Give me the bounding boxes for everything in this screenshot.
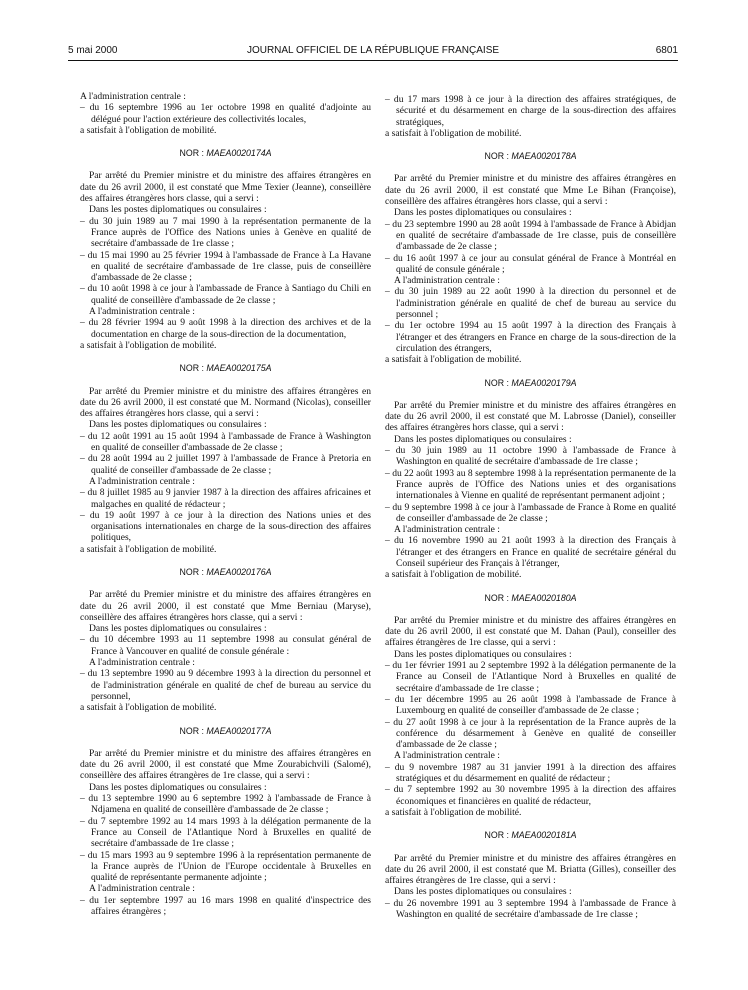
assignment-item: – du 8 juillet 1985 au 9 janvier 1987 à la direction des affaires africaines et malgaches en qualité de rédacteur ; bbox=[80, 487, 371, 510]
nor-code: MAEA0020174A bbox=[206, 148, 272, 159]
assignment-item: – du 17 mars 1998 à ce jour à la direction des affaires stratégiques, de sécurité et du désarmement en charge de la sous-direction des affaires stratégiques, bbox=[385, 94, 676, 128]
paragraph: a satisfait à l'obligation de mobilité. bbox=[80, 702, 217, 714]
assignment-item: – du 13 septembre 1990 au 9 décembre 1993 à la direction du personnel et de l'administration générale en qualité de chef de bureau au service du personnel, bbox=[80, 668, 371, 702]
paragraph: Par arrêté du Premier ministre et du ministre des affaires étrangères en date du 26 avril 2000, il est constaté que Mme Berniau (Maryse), conseillère des affaires étrangères hors classe, qui a servi : bbox=[80, 589, 371, 623]
nor-label: NOR : bbox=[179, 363, 207, 374]
assignment-item: – du 27 août 1998 à ce jour à la représentation de la France auprès de la conférence du désarmement à Genève en qualité de conseiller d'ambassade de 2e classe ; bbox=[385, 716, 676, 751]
assignment-item: – du 9 novembre 1987 au 31 janvier 1991 à la direction des affaires stratégiques et du désarmement en qualité de rédacteur ; bbox=[385, 761, 676, 785]
paragraph: a satisfait à l'obligation de mobilité. bbox=[80, 124, 217, 136]
nor-reference bbox=[385, 830, 676, 841]
paragraph: Dans les postes diplomatiques ou consulaires : bbox=[394, 207, 572, 219]
paragraph: Par arrêté du Premier ministre et du ministre des affaires étrangères en date du 26 avril 2000, il est constaté que Mme Texier (Jeanne), conseillère des affaires étrangères hors classe, qui a servi : bbox=[80, 170, 371, 205]
paragraph: Dans les postes diplomatiques ou consulaires : bbox=[89, 623, 267, 635]
paragraph: A l'administration centrale : bbox=[394, 524, 500, 536]
assignment-item: – du 1er octobre 1994 au 15 août 1997 à la direction des Français à l'étranger et des étrangers en France en charge de la sous-direction de la circulation des étrangers, bbox=[385, 320, 676, 354]
left-column bbox=[80, 91, 371, 917]
nor-label: NOR : bbox=[484, 377, 512, 388]
assignment-item: – du 13 septembre 1990 au 6 septembre 1992 à l'ambassade de France à Ndjamena en qualité de conseillère d'ambassade de 2e classe ; bbox=[80, 793, 371, 816]
nor-code: MAEA0020179A bbox=[511, 377, 577, 388]
issue-date: 5 mai 2000 bbox=[68, 45, 118, 56]
paragraph: A l'administration centrale : bbox=[80, 91, 186, 102]
paragraph: Dans les postes diplomatiques ou consulaires : bbox=[394, 886, 572, 898]
paragraph: A l'administration centrale : bbox=[89, 657, 195, 669]
paragraph: Par arrêté du Premier ministre et du ministre des affaires étrangères en date du 26 avril 2000, il est constaté que M. Dahan (Paul), conseiller des affaires étrangères de 1re classe, qui a servi : bbox=[385, 614, 676, 649]
paragraph: a satisfait à l'obligation de mobilité. bbox=[385, 806, 522, 818]
assignment-item: – du 1er décembre 1995 au 26 août 1998 à l'ambassade de France à Luxembourg en qualité de conseiller d'ambassade de 2e classe ; bbox=[385, 693, 676, 717]
header-rule bbox=[68, 60, 678, 61]
paragraph: A l'administration centrale : bbox=[89, 475, 195, 487]
assignment-item: – du 10 août 1998 à ce jour à l'ambassade de France à Santiago du Chili en qualité de conseillère d'ambassade de 2e classe ; bbox=[80, 283, 371, 306]
assignment-item: – du 12 août 1991 au 15 août 1994 à l'ambassade de France à Washington en qualité de conseiller d'ambassade de 2e classe ; bbox=[80, 430, 371, 454]
paragraph: Par arrêté du Premier ministre et du ministre des affaires étrangères en date du 26 avril 2000, il est constaté que Mme Le Bihan (Françoise), conseillère des affaires étrangères hors classe, qui a servi : bbox=[385, 173, 676, 208]
nor-label: NOR : bbox=[484, 830, 512, 841]
assignment-item: – du 22 août 1993 au 8 septembre 1998 à la représentation permanente de la France auprès de l'Office des Nations unies et des organisations internationales à Vienne en qualité de représentant permanent adjoint ; bbox=[385, 467, 676, 502]
page-number: 6801 bbox=[655, 45, 678, 56]
assignment-item: – du 7 septembre 1992 au 14 mars 1993 à la délégation permanente de la France au Conseil de l'Atlantique Nord à Bruxelles en qualité de secrétaire d'ambassade de 1re classe ; bbox=[80, 815, 371, 850]
assignment-item: – du 30 juin 1989 au 22 août 1990 à la direction du personnel et de l'administration générale en qualité de chef de bureau au service du personnel ; bbox=[385, 286, 676, 321]
paragraph: A l'administration centrale : bbox=[394, 750, 500, 762]
paragraph: Dans les postes diplomatiques ou consulaires : bbox=[89, 419, 267, 431]
nor-reference bbox=[385, 593, 676, 604]
nor-reference bbox=[385, 151, 676, 162]
nor-label: NOR : bbox=[179, 725, 207, 736]
nor-reference bbox=[80, 567, 371, 578]
nor-reference bbox=[385, 378, 676, 389]
paragraph: A l'administration centrale : bbox=[89, 883, 195, 895]
paragraph: a satisfait à l'obligation de mobilité. bbox=[80, 543, 217, 555]
nor-reference bbox=[80, 148, 371, 159]
assignment-item: – du 30 juin 1989 au 11 octobre 1990 à l'ambassade de France à Washington en qualité de secrétaire d'ambassade de 1re classe ; bbox=[385, 445, 676, 468]
assignment-item: – du 28 août 1994 au 2 juillet 1997 à l'ambassade de France à Pretoria en qualité de conseiller d'ambassade de 2e classe ; bbox=[80, 453, 371, 476]
paragraph: Dans les postes diplomatiques ou consulaires : bbox=[89, 781, 267, 793]
assignment-item: – du 19 août 1997 à ce jour à la direction des Nations unies et des organisations internationales en charge de la sous-direction des affaires politiques, bbox=[80, 509, 371, 544]
nor-label: NOR : bbox=[484, 151, 512, 162]
assignment-item: – du 26 novembre 1991 au 3 septembre 1994 à l'ambassade de France à Washington en qualité de secrétaire d'ambassade de 1re classe ; bbox=[385, 897, 676, 920]
assignment-item: – du 1er septembre 1997 au 16 mars 1998 en qualité d'inspectrice des affaires étrangères ; bbox=[80, 894, 371, 917]
assignment-item: – du 7 septembre 1992 au 30 novembre 1995 à la direction des affaires économiques et financières en qualité de rédacteur, bbox=[385, 784, 676, 807]
nor-reference bbox=[80, 726, 371, 737]
paragraph: a satisfait à l'obligation de mobilité. bbox=[385, 569, 522, 581]
paragraph: a satisfait à l'obligation de mobilité. bbox=[385, 127, 522, 139]
assignment-item: – du 16 septembre 1996 au 1er octobre 1998 en qualité d'adjointe au délégué pour l'action extérieure des collectivités locales, bbox=[80, 102, 371, 125]
paragraph: Dans les postes diplomatiques ou consulaires : bbox=[394, 433, 572, 445]
assignment-item: – du 23 septembre 1990 au 28 août 1994 à l'ambassade de France à Abidjan en qualité de secrétaire d'ambassade de 1re classe, puis de conseillère d'ambassade de 2e classe ; bbox=[385, 218, 676, 253]
nor-reference bbox=[80, 363, 371, 374]
paragraph: A l'administration centrale : bbox=[394, 275, 500, 287]
paragraph: Par arrêté du Premier ministre et du ministre des affaires étrangères en date du 26 avril 2000, il est constaté que Mme Zourabichvili (Salomé), conseillère des affaires étrangères de 1re classe, qui a servi : bbox=[80, 747, 371, 782]
assignment-item: – du 15 mai 1990 au 25 février 1994 à l'ambassade de France à La Havane en qualité de secrétaire d'ambassade de 1re classe, puis de conseillère d'ambassade de 2e classe ; bbox=[80, 249, 371, 284]
paragraph: a satisfait à l'obligation de mobilité. bbox=[385, 354, 522, 366]
journal-title: JOURNAL OFFICIEL DE LA RÉPUBLIQUE FRANÇAISE bbox=[246, 45, 500, 56]
nor-label: NOR : bbox=[484, 592, 512, 603]
right-column bbox=[385, 94, 676, 920]
nor-code: MAEA0020175A bbox=[206, 363, 272, 374]
paragraph: Dans les postes diplomatiques ou consulaires : bbox=[394, 648, 572, 660]
paragraph: Par arrêté du Premier ministre et du ministre des affaires étrangères en date du 26 avril 2000, il est constaté que M. Labrosse (Daniel), conseiller des affaires étrangères hors classe, qui a servi : bbox=[385, 399, 676, 434]
paragraph: Dans les postes diplomatiques ou consulaires : bbox=[89, 204, 267, 216]
assignment-item: – du 30 juin 1989 au 7 mai 1990 à la représentation permanente de la France auprès de l'Office des Nations unies à Genève en qualité de secrétaire d'ambassade de 1re classe ; bbox=[80, 215, 371, 250]
paragraph: Par arrêté du Premier ministre et du ministre des affaires étrangères en date du 26 avril 2000, il est constaté que M. Briatta (Gilles), conseiller des affaires étrangères de 1re classe, qui a servi : bbox=[385, 852, 676, 887]
assignment-item: – du 10 décembre 1993 au 11 septembre 1998 au consulat général de France à Vancouver en qualité de consule générale : bbox=[80, 634, 371, 657]
paragraph: A l'administration centrale : bbox=[89, 306, 195, 318]
assignment-item: – du 1er février 1991 au 2 septembre 1992 à la délégation permanente de la France au Conseil de l'Atlantique Nord à Bruxelles en qualité de secrétaire d'ambassade de 1re classe ; bbox=[385, 660, 676, 694]
nor-code: MAEA0020178A bbox=[511, 151, 577, 162]
nor-code: MAEA0020176A bbox=[206, 566, 272, 577]
nor-code: MAEA0020177A bbox=[206, 725, 272, 736]
assignment-item: – du 15 mars 1993 au 9 septembre 1996 à la représentation permanente de la France auprès de l'Union de l'Europe occidentale à Bruxelles en qualité de représentante permanente adjointe ; bbox=[80, 849, 371, 884]
page-header bbox=[68, 45, 678, 59]
nor-label: NOR : bbox=[179, 148, 207, 159]
nor-code: MAEA0020180A bbox=[511, 592, 577, 603]
nor-label: NOR : bbox=[179, 566, 207, 577]
assignment-item: – du 16 novembre 1990 au 21 août 1993 à la direction des Français à l'étranger et des étrangers en France en qualité de secrétaire général du Conseil supérieur des Français à l'étranger, bbox=[385, 535, 676, 569]
nor-code: MAEA0020181A bbox=[511, 830, 577, 841]
paragraph: a satisfait à l'obligation de mobilité. bbox=[80, 339, 217, 351]
assignment-item: – du 16 août 1997 à ce jour au consulat général de France à Montréal en qualité de consule générale ; bbox=[385, 252, 676, 275]
assignment-item: – du 9 septembre 1998 à ce jour à l'ambassade de France à Rome en qualité de conseiller d'ambassade de 2e classe ; bbox=[385, 501, 676, 524]
paragraph: Par arrêté du Premier ministre et du ministre des affaires étrangères en date du 26 avril 2000, il est constaté que M. Normand (Nicolas), conseiller des affaires étrangères hors classe, qui a servi : bbox=[80, 385, 371, 420]
assignment-item: – du 28 février 1994 au 9 août 1998 à la direction des archives et de la documentation en charge de la sous-direction de la documentation, bbox=[80, 317, 371, 340]
